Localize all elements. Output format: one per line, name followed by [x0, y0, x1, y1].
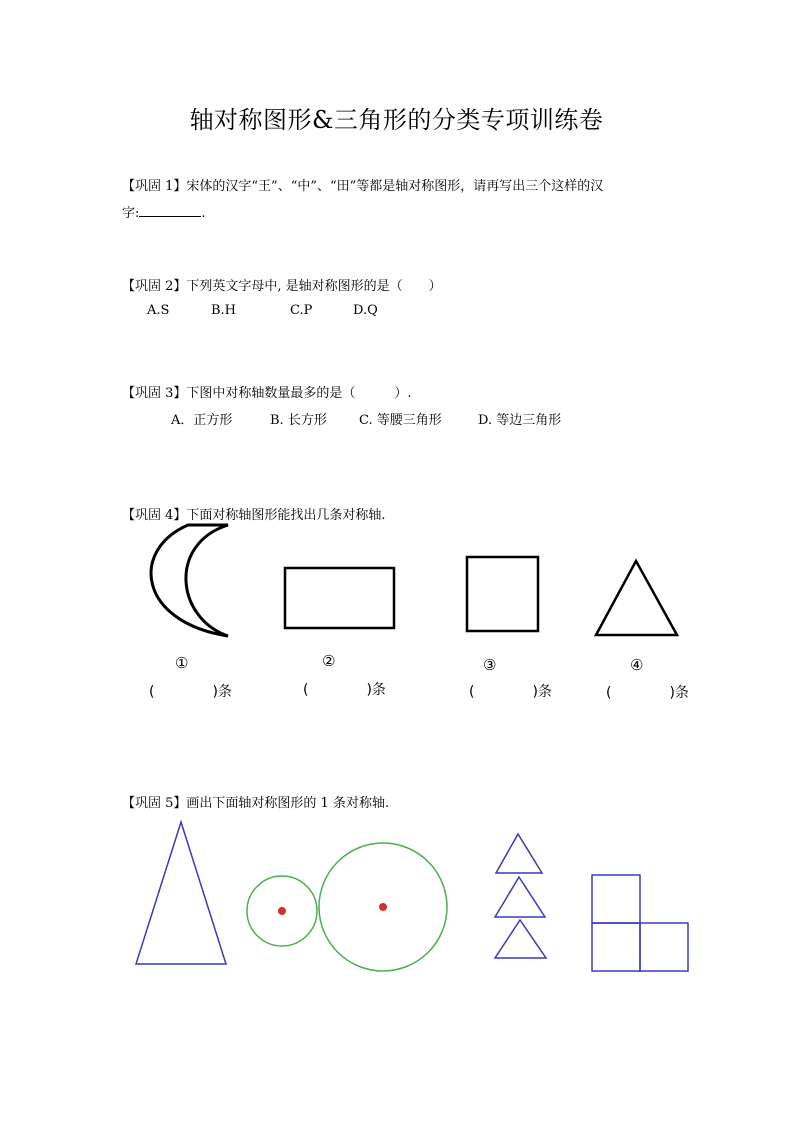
q2-text: 【巩固 2】下列英文字母中, 是轴对称图形的是（ ）: [122, 279, 442, 294]
q3-option-b[interactable]: B. 长方形: [270, 413, 327, 428]
count-close: )条: [212, 684, 232, 700]
q1-line1: 【巩固 1】宋体的汉字“王”、“中”、“田”等都是轴对称图形，请再写出三个这样的汉: [122, 179, 604, 194]
q1-prefix: 字:: [122, 206, 140, 221]
q4-text: 【巩固 4】下面对称轴图形能找出几条对称轴.: [122, 508, 386, 523]
count-blank-2[interactable]: [303, 679, 386, 699]
count-close: )条: [532, 684, 552, 700]
q3-text: 【巩固 3】下图中对称轴数量最多的是（ ）.: [122, 386, 412, 401]
figure-label-3: ③: [483, 656, 497, 674]
count-blank-3[interactable]: [469, 681, 552, 701]
isosceles-triangle-shape: [136, 822, 226, 964]
square-shape: [467, 557, 538, 631]
count-open: (: [606, 685, 612, 701]
q1-suffix: .: [201, 206, 206, 221]
equilateral-triangle-shape: [596, 561, 677, 635]
q5-text: 【巩固 5】画出下面轴对称图形的 1 条对称轴.: [122, 796, 390, 811]
q2-option-a[interactable]: A.S: [147, 303, 170, 318]
count-blank-1[interactable]: [149, 681, 232, 701]
q2-option-d[interactable]: D.Q: [353, 303, 378, 318]
count-open: (: [149, 684, 155, 700]
count-close: )条: [669, 685, 689, 701]
stacked-triangle-middle: [495, 877, 545, 917]
count-open: (: [303, 682, 309, 698]
page-title: 轴对称图形&三角形的分类专项训练卷: [189, 106, 604, 134]
small-circle-center: [278, 907, 286, 915]
stacked-triangle-bottom: [495, 920, 546, 958]
q3-option-a[interactable]: A．正方形: [171, 413, 233, 428]
q3-option-c[interactable]: C. 等腰三角形: [359, 413, 442, 428]
rectangle-shape: [285, 568, 394, 628]
q2-option-c[interactable]: C.P: [290, 303, 313, 318]
count-close: )条: [366, 682, 386, 698]
large-circle-center: [379, 903, 387, 911]
figure-label-4: ④: [630, 656, 644, 674]
q3-option-d[interactable]: D. 等边三角形: [478, 413, 562, 428]
figure-label-2: ②: [322, 652, 336, 670]
count-blank-4[interactable]: [606, 682, 689, 702]
l-shape-squares: [592, 875, 688, 971]
count-open: (: [469, 684, 475, 700]
figure-label-1: ①: [175, 654, 189, 672]
corner-mark: ·: [588, 64, 590, 69]
stacked-triangle-top: [496, 834, 542, 873]
q2-option-b[interactable]: B.H: [211, 303, 237, 318]
crescent-shape: [151, 525, 228, 636]
